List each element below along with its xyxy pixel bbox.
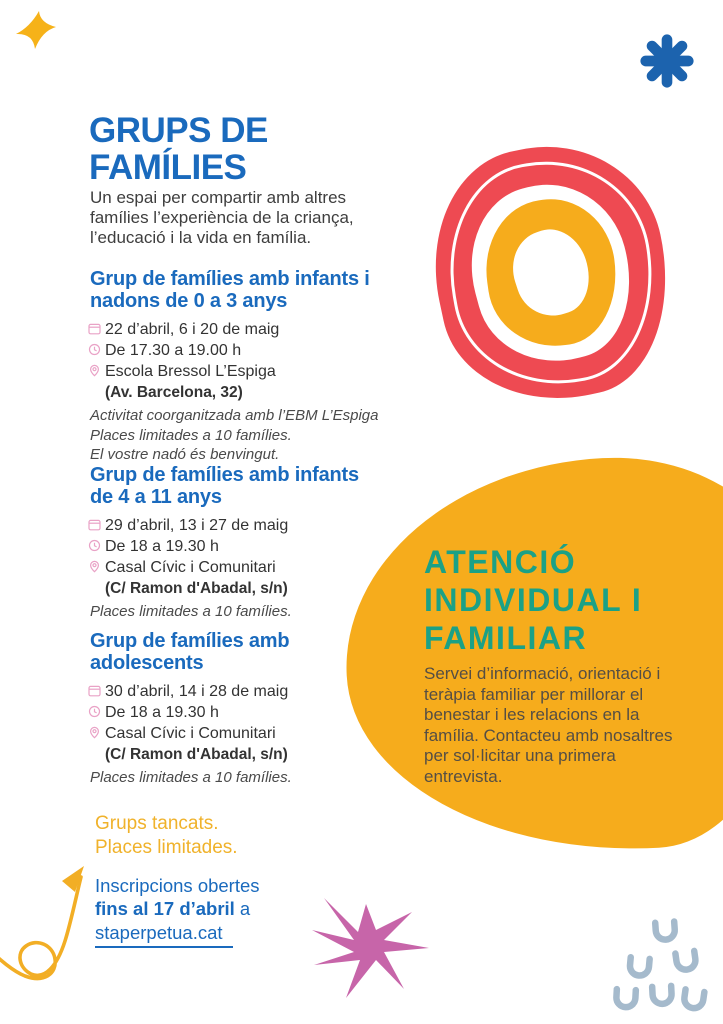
- group-heading-line2: nadons de 0 a 3 anys: [90, 290, 288, 312]
- note-line: Places limitades a 10 famílies.: [90, 426, 292, 444]
- signup-deadline: fins al 17 d’abril: [95, 898, 235, 919]
- group-heading-line1: Grup de famílies amb: [90, 630, 290, 652]
- time-row: [90, 340, 420, 361]
- time-row: [90, 536, 420, 557]
- starburst-icon: [308, 886, 433, 1004]
- signup-connector: a: [239, 898, 251, 919]
- group-heading-line1: Grup de famílies amb infants i: [90, 268, 370, 290]
- signup-text: [95, 874, 260, 948]
- note-line: El vostre nadó és benvingut.: [90, 446, 280, 463]
- page-title: [89, 112, 268, 186]
- attention-heading: [424, 543, 676, 657]
- note-line: Activitat coorganitzada amb l’EBM L’Espiga: [90, 407, 379, 424]
- date-row: [90, 681, 420, 702]
- address-text: (C/ Ramon d'Abadal, s/n): [105, 580, 288, 597]
- date-text: 29 d’abril, 13 i 27 de maig: [105, 517, 289, 534]
- attention-heading-line1: ATENCIÓ: [424, 544, 577, 580]
- clock-icon: [88, 343, 101, 356]
- group-notes: [90, 768, 420, 788]
- group-notes: [90, 602, 420, 622]
- group-heading-line1: Grup de famílies amb infants: [90, 464, 359, 486]
- attention-heading-line3: FAMILIAR: [424, 620, 588, 656]
- place-text: Escola Bressol L’Espiga: [105, 363, 276, 380]
- attention-heading-line2: INDIVIDUAL I: [424, 582, 643, 618]
- closed-groups-text: [95, 812, 238, 860]
- arrow-doodle-icon: [0, 860, 106, 1005]
- time-text: De 18 a 19.30 h: [105, 704, 219, 721]
- sparkle-icon: [16, 11, 56, 49]
- attention-section: [424, 543, 676, 787]
- website-link[interactable]: staperpetua.cat: [95, 921, 233, 948]
- u-pattern-icon: [612, 914, 710, 1018]
- asterisk-icon: [638, 32, 696, 90]
- group-notes: [90, 406, 420, 465]
- signup-line2: [95, 897, 260, 920]
- time-text: De 17.30 a 19.00 h: [105, 342, 242, 359]
- location-pin-icon: [88, 726, 101, 739]
- group-heading: [90, 464, 420, 508]
- time-row: [90, 702, 420, 723]
- group-heading-line2: de 4 a 11 anys: [90, 486, 222, 508]
- group-section-infants-4-11: [90, 464, 420, 622]
- page-title-line1: GRUPS DE: [89, 111, 268, 150]
- address-text: (C/ Ramon d'Abadal, s/n): [105, 746, 288, 763]
- group-heading: [90, 630, 420, 674]
- address-text: (Av. Barcelona, 32): [105, 384, 243, 401]
- page-title-line2: FAMÍLIES: [89, 148, 247, 187]
- calendar-icon: [88, 322, 101, 335]
- group-section-adolescents: [90, 630, 420, 788]
- clock-icon: [88, 705, 101, 718]
- location-pin-icon: [88, 364, 101, 377]
- note-line: Places limitades a 10 famílies.: [90, 769, 292, 786]
- place-row: [90, 361, 420, 382]
- location-pin-icon: [88, 560, 101, 573]
- concentric-rings-shape: [412, 125, 690, 421]
- time-text: De 18 a 19.30 h: [105, 538, 219, 555]
- date-row: [90, 515, 420, 536]
- intro-text: Un espai per compartir amb altres famílies l’experiència de la criança, l’educació i la vida en família.: [90, 188, 354, 247]
- signup-line1: Inscripcions obertes: [95, 875, 260, 896]
- date-text: 30 d’abril, 14 i 28 de maig: [105, 683, 289, 700]
- group-heading-line2: adolescents: [90, 652, 204, 674]
- note-line: Places limitades a 10 famílies.: [90, 603, 292, 620]
- date-text: 22 d’abril, 6 i 20 de maig: [105, 321, 280, 338]
- clock-icon: [88, 539, 101, 552]
- place-row: [90, 723, 420, 744]
- place-row: [90, 557, 420, 578]
- calendar-icon: [88, 684, 101, 697]
- closed-line2: Places limitades.: [95, 837, 238, 858]
- date-row: [90, 319, 420, 340]
- place-text: Casal Cívic i Comunitari: [105, 725, 276, 742]
- calendar-icon: [88, 518, 101, 531]
- attention-body: Servei d’informació, orientació i teràpia familiar per millorar el benestar i les relacions en la família. Contacteu amb nosaltres per sol·licitar una primera entrevista.: [424, 664, 673, 786]
- group-section-infants-0-3: [90, 268, 420, 465]
- group-heading: [90, 268, 420, 312]
- place-text: Casal Cívic i Comunitari: [105, 559, 276, 576]
- closed-line1: Grups tancats.: [95, 813, 219, 834]
